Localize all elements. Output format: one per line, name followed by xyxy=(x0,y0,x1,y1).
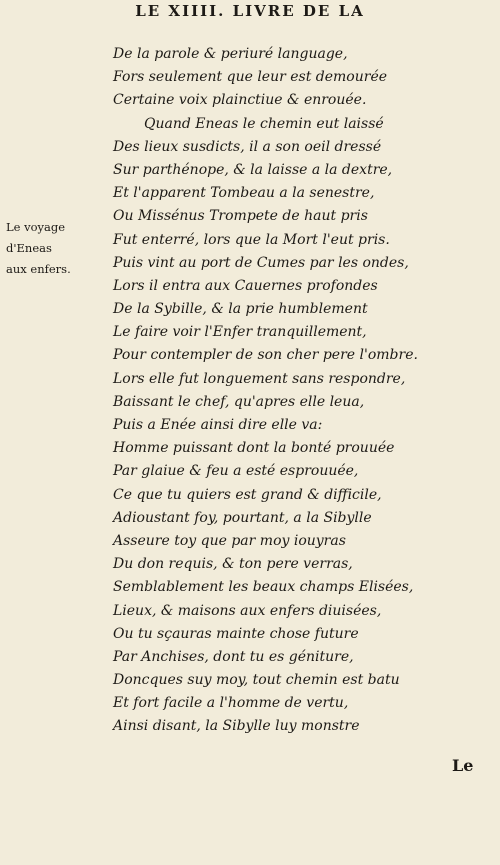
verse-block xyxy=(113,43,493,739)
verse-line: De la parole & periuré language, xyxy=(113,46,348,62)
verse-line: Quand Eneas le chemin eut laissé xyxy=(144,115,384,132)
verse-line: Par glaiue & feu a esté esprouuée, xyxy=(113,463,359,480)
verse-line: Et fort facile a l'homme de vertu, xyxy=(113,695,349,712)
verse-line: Fors seulement que leur est demourée xyxy=(113,69,388,86)
verse-line: Ou Missénus Trompete de haut pris xyxy=(113,208,368,225)
margin-note-line: aux enfers. xyxy=(6,262,71,276)
verse-line: Et l'apparent Tombeau a la senestre, xyxy=(113,185,375,202)
margin-note-line: Le voyage xyxy=(6,220,66,234)
verse-line: Semblablement les beaux champs Elisées, xyxy=(113,579,414,596)
verse-line: Ce que tu quiers est grand & difficile, xyxy=(113,486,382,503)
verse-line: Ou tu sçauras mainte chose future xyxy=(113,625,359,642)
verse-line: Asseure toy que par moy iouyras xyxy=(113,532,346,549)
margin-note-line: d'Eneas xyxy=(6,241,52,255)
catchword: Le xyxy=(452,756,474,775)
verse-line: De la Sybille, & la prie humblement xyxy=(113,301,368,318)
verse-line: Baissant le chef, qu'apres elle leua, xyxy=(113,393,365,410)
verse-line: Adioustant foy, pourtant, a la Sibylle xyxy=(113,509,372,526)
verse-line: Ainsi disant, la Sibylle luy monstre xyxy=(113,718,360,735)
verse-line: Par Anchises, dont tu es géniture, xyxy=(113,648,354,665)
verse-line: Pour contempler de son cher pere l'ombre. xyxy=(113,347,418,364)
verse-line: Lors il entra aux Cauernes profondes xyxy=(113,277,378,294)
verse-line: Sur parthénope, & la laisse a la dextre, xyxy=(113,161,393,178)
verse-line: Doncques suy moy, tout chemin est batu xyxy=(113,672,400,689)
verse-line: Puis vint au port de Cumes par les ondes, xyxy=(113,254,409,271)
verse-line: Le faire voir l'Enfer tranquillement, xyxy=(113,324,367,341)
verse-line: Du don requis, & ton pere verras, xyxy=(113,556,353,573)
verse-line: Fut enterré, lors que la Mort l'eut pris. xyxy=(113,231,390,248)
verse-line: Certaine voix plainctiue & enrouée. xyxy=(113,92,367,109)
verse-line: Lieux, & maisons aux enfers diuisées, xyxy=(113,602,382,619)
running-head: LE XIIII. LIVRE DE LA xyxy=(135,2,365,20)
verse-line: Des lieux susdicts, il a son oeil dressé xyxy=(113,138,382,155)
margin-note xyxy=(6,217,116,280)
verse-line: Homme puissant dont la bonté prouuée xyxy=(113,440,395,457)
verse-line: Lors elle fut longuement sans respondre, xyxy=(113,370,406,387)
verse-line: Puis a Enée ainsi dire elle va: xyxy=(113,417,323,433)
